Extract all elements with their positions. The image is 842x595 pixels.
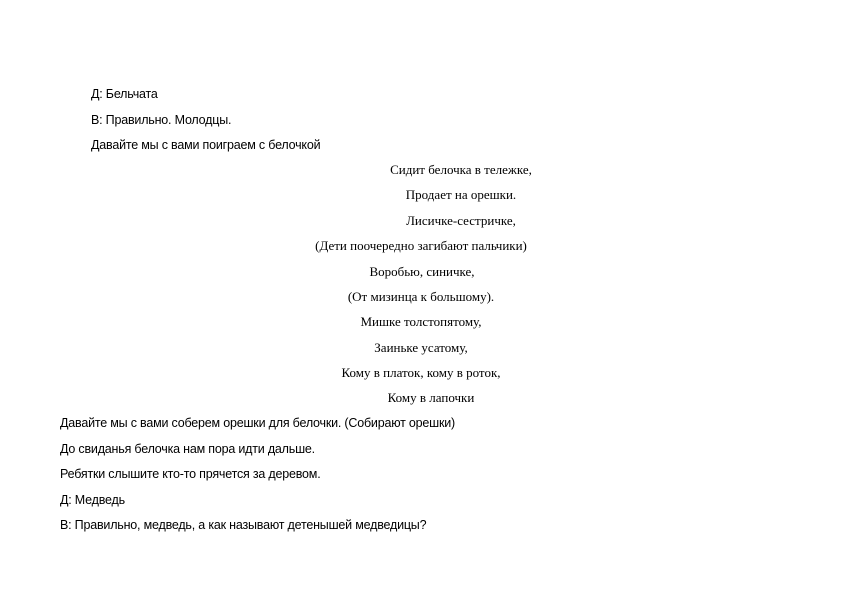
dialogue-line-teacher: В: Правильно. Молодцы. bbox=[91, 113, 232, 127]
poem-line: Заиньке усатому, bbox=[374, 340, 468, 355]
dialogue-line-children: Д: Бельчата bbox=[91, 87, 158, 101]
dialogue-line-question: В: Правильно, медведь, а как называют детенышей медведицы? bbox=[60, 518, 427, 532]
dialogue-line-collect: Давайте мы с вами соберем орешки для белочки. (Собирают орешки) bbox=[60, 416, 456, 430]
dialogue-line-goodbye: До свиданья белочка нам пора идти дальше. bbox=[60, 442, 315, 456]
dialogue-line-hiding: Ребятки слышите кто-то прячется за деревом. bbox=[60, 467, 321, 481]
poem-line: Кому в платок, кому в роток, bbox=[341, 365, 501, 380]
poem-stage-direction: (Дети поочередно загибают пальчики) bbox=[315, 238, 527, 253]
poem-line: Сидит белочка в тележке, bbox=[390, 162, 532, 177]
poem-line: Продает на орешки. bbox=[405, 187, 517, 202]
poem-line: Кому в лапочки bbox=[387, 390, 475, 405]
poem-stage-direction: (От мизинца к большому). bbox=[347, 289, 495, 304]
poem-line: Воробью, синичке, bbox=[369, 264, 475, 279]
dialogue-line-invitation: Давайте мы с вами поиграем с белочкой bbox=[91, 138, 321, 152]
poem-line: Лисичке-сестричке, bbox=[406, 213, 516, 228]
dialogue-line-bear: Д: Медведь bbox=[60, 493, 125, 507]
poem-line: Мишке толстопятому, bbox=[360, 314, 482, 329]
